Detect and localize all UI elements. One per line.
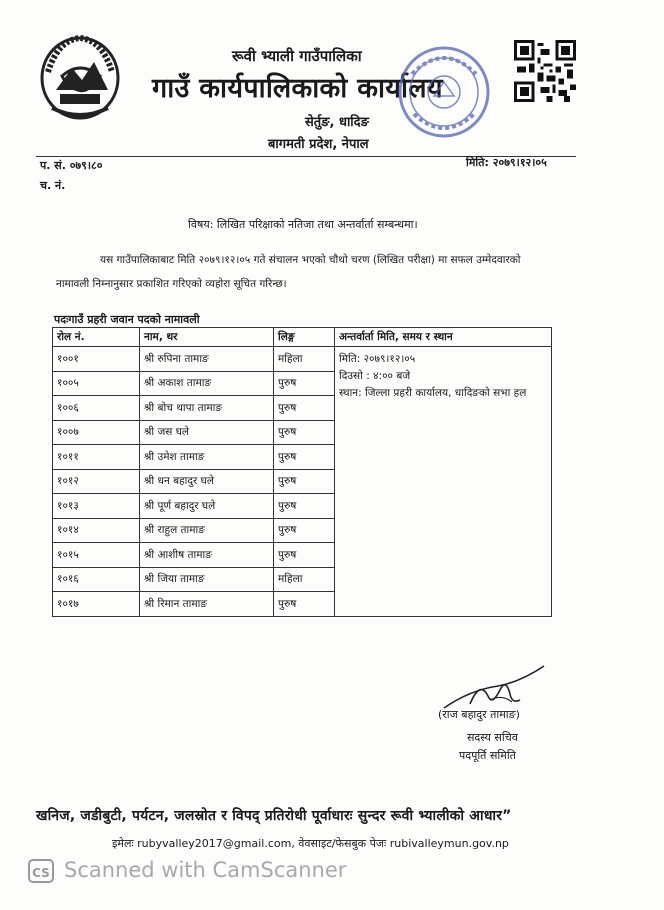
office-title: गाउँ कार्यपालिकाको कार्यालय (152, 73, 443, 104)
roll-cell: १०१५ (53, 543, 140, 568)
gender-cell: महिला (274, 567, 335, 592)
name-cell: श्री अकाश तामाङ (140, 371, 274, 396)
name-cell: श्री उमेश तामाङ (140, 445, 274, 470)
footer-slogan: खनिज, जडीबुटी, पर्यटन, जलस्रोत र विपद् प्रतिरोधी पूर्वाधारः सुन्दर रूवी भ्यालीको आधार” (36, 808, 512, 824)
scanner-watermark: Scanned with CamScanner (64, 858, 347, 882)
interview-details (335, 347, 552, 617)
letter-date: मिति: २०७९।१२।०५ (466, 156, 547, 169)
roll-cell: १०१२ (53, 469, 140, 494)
letter-body (56, 248, 586, 296)
roll-cell: १००५ (53, 371, 140, 396)
qr-code-icon (514, 40, 576, 102)
gender-cell: पुरुष (274, 445, 335, 470)
gender-cell: पुरुष (274, 518, 335, 543)
roll-cell: १०१६ (53, 567, 140, 592)
name-cell: श्री आशीष तामाङ (140, 543, 274, 568)
gender-cell: पुरुष (274, 371, 335, 396)
roll-cell: १०१३ (53, 494, 140, 519)
address-line-1: सेर्तुङ, धादिङ (305, 115, 369, 130)
roll-cell: १००१ (53, 347, 140, 372)
office-stamp-icon (394, 44, 494, 140)
municipality-name: रूवी भ्याली गाउँपालिका (232, 47, 362, 65)
gender-cell: पुरुष (274, 494, 335, 519)
gender-cell: पुरुष (274, 543, 335, 568)
header-interview: अन्तर्वार्ता मिति, समय र स्थान (335, 328, 552, 347)
name-cell: श्री धन बहादुर घले (140, 469, 274, 494)
name-cell: श्री जस घले (140, 420, 274, 445)
signatory-name: (राज बहादुर तामाङ) (438, 708, 520, 721)
footer-contact: इमेलः rubyvalley2017@gmail.com, वेवसाइट/फेसबुक पेजः rubivalleymun.gov.np (112, 837, 509, 850)
name-cell: श्री जिया तामाङ (140, 567, 274, 592)
name-cell: श्री पूर्ण बहादुर घले (140, 494, 274, 519)
roll-cell: १०११ (53, 445, 140, 470)
gender-cell: पुरुष (274, 420, 335, 445)
candidate-table (52, 327, 552, 617)
name-cell: श्री रुपिना तामाङ (140, 347, 274, 372)
header-gender: लिङ्ग (274, 328, 335, 347)
body-line-2: नामावली निम्नानुसार प्रकाशित गरिएको व्यहोरा सूचित गरिन्छ। (56, 278, 287, 290)
roll-cell: १०१७ (53, 592, 140, 617)
roll-cell: १०१४ (53, 518, 140, 543)
gender-cell: पुरुष (274, 396, 335, 421)
gender-cell: पुरुष (274, 469, 335, 494)
camscanner-icon: CS (28, 859, 54, 883)
body-line-1: यस गाउँपालिकाबाट मिति २०७९।१२।०५ गते संचालन भएको चौथो चरण (लिखित परीक्षा) मा सफल उम्मेदवारको (100, 254, 521, 266)
dispatch-number: च. नं. (40, 179, 66, 192)
reference-number: प. सं. ०७९।८० (40, 159, 103, 172)
name-cell: श्री बोच थापा तामाङ (140, 396, 274, 421)
interview-time: दिउसो : ४:०० बजे (339, 370, 411, 382)
name-cell: श्री राहुल तामाङ (140, 518, 274, 543)
letter-subject: विषय: लिखित परिक्षाको नतिजा तथा अन्तर्वार्ता सम्बन्धमा। (188, 218, 418, 231)
table-header-row (53, 328, 552, 347)
interview-date: मिति: २०७९।१२।०५ (339, 353, 416, 365)
header-roll: रोल नं. (53, 328, 140, 347)
address-line-2: बागमती प्रदेश, नेपाल (268, 137, 369, 152)
roll-cell: १००७ (53, 420, 140, 445)
gender-cell: महिला (274, 347, 335, 372)
name-cell: श्री रिमान तामाङ (140, 592, 274, 617)
roll-cell: १००६ (53, 396, 140, 421)
table-row (53, 347, 552, 372)
gender-cell: पुरुष (274, 592, 335, 617)
interview-place: स्थान: जिल्ला प्रहरी कार्यालय, धादिङको सभा हल (339, 387, 527, 399)
nepal-emblem-icon (38, 32, 122, 124)
signatory-role: सदस्य सचिव (467, 731, 518, 744)
table-caption: पदःगाउँ प्रहरी जवान पदको नामावली (54, 313, 200, 326)
signatory-committee: पदपूर्ति समिति (459, 749, 516, 762)
header-name: नाम, थर (140, 328, 274, 347)
